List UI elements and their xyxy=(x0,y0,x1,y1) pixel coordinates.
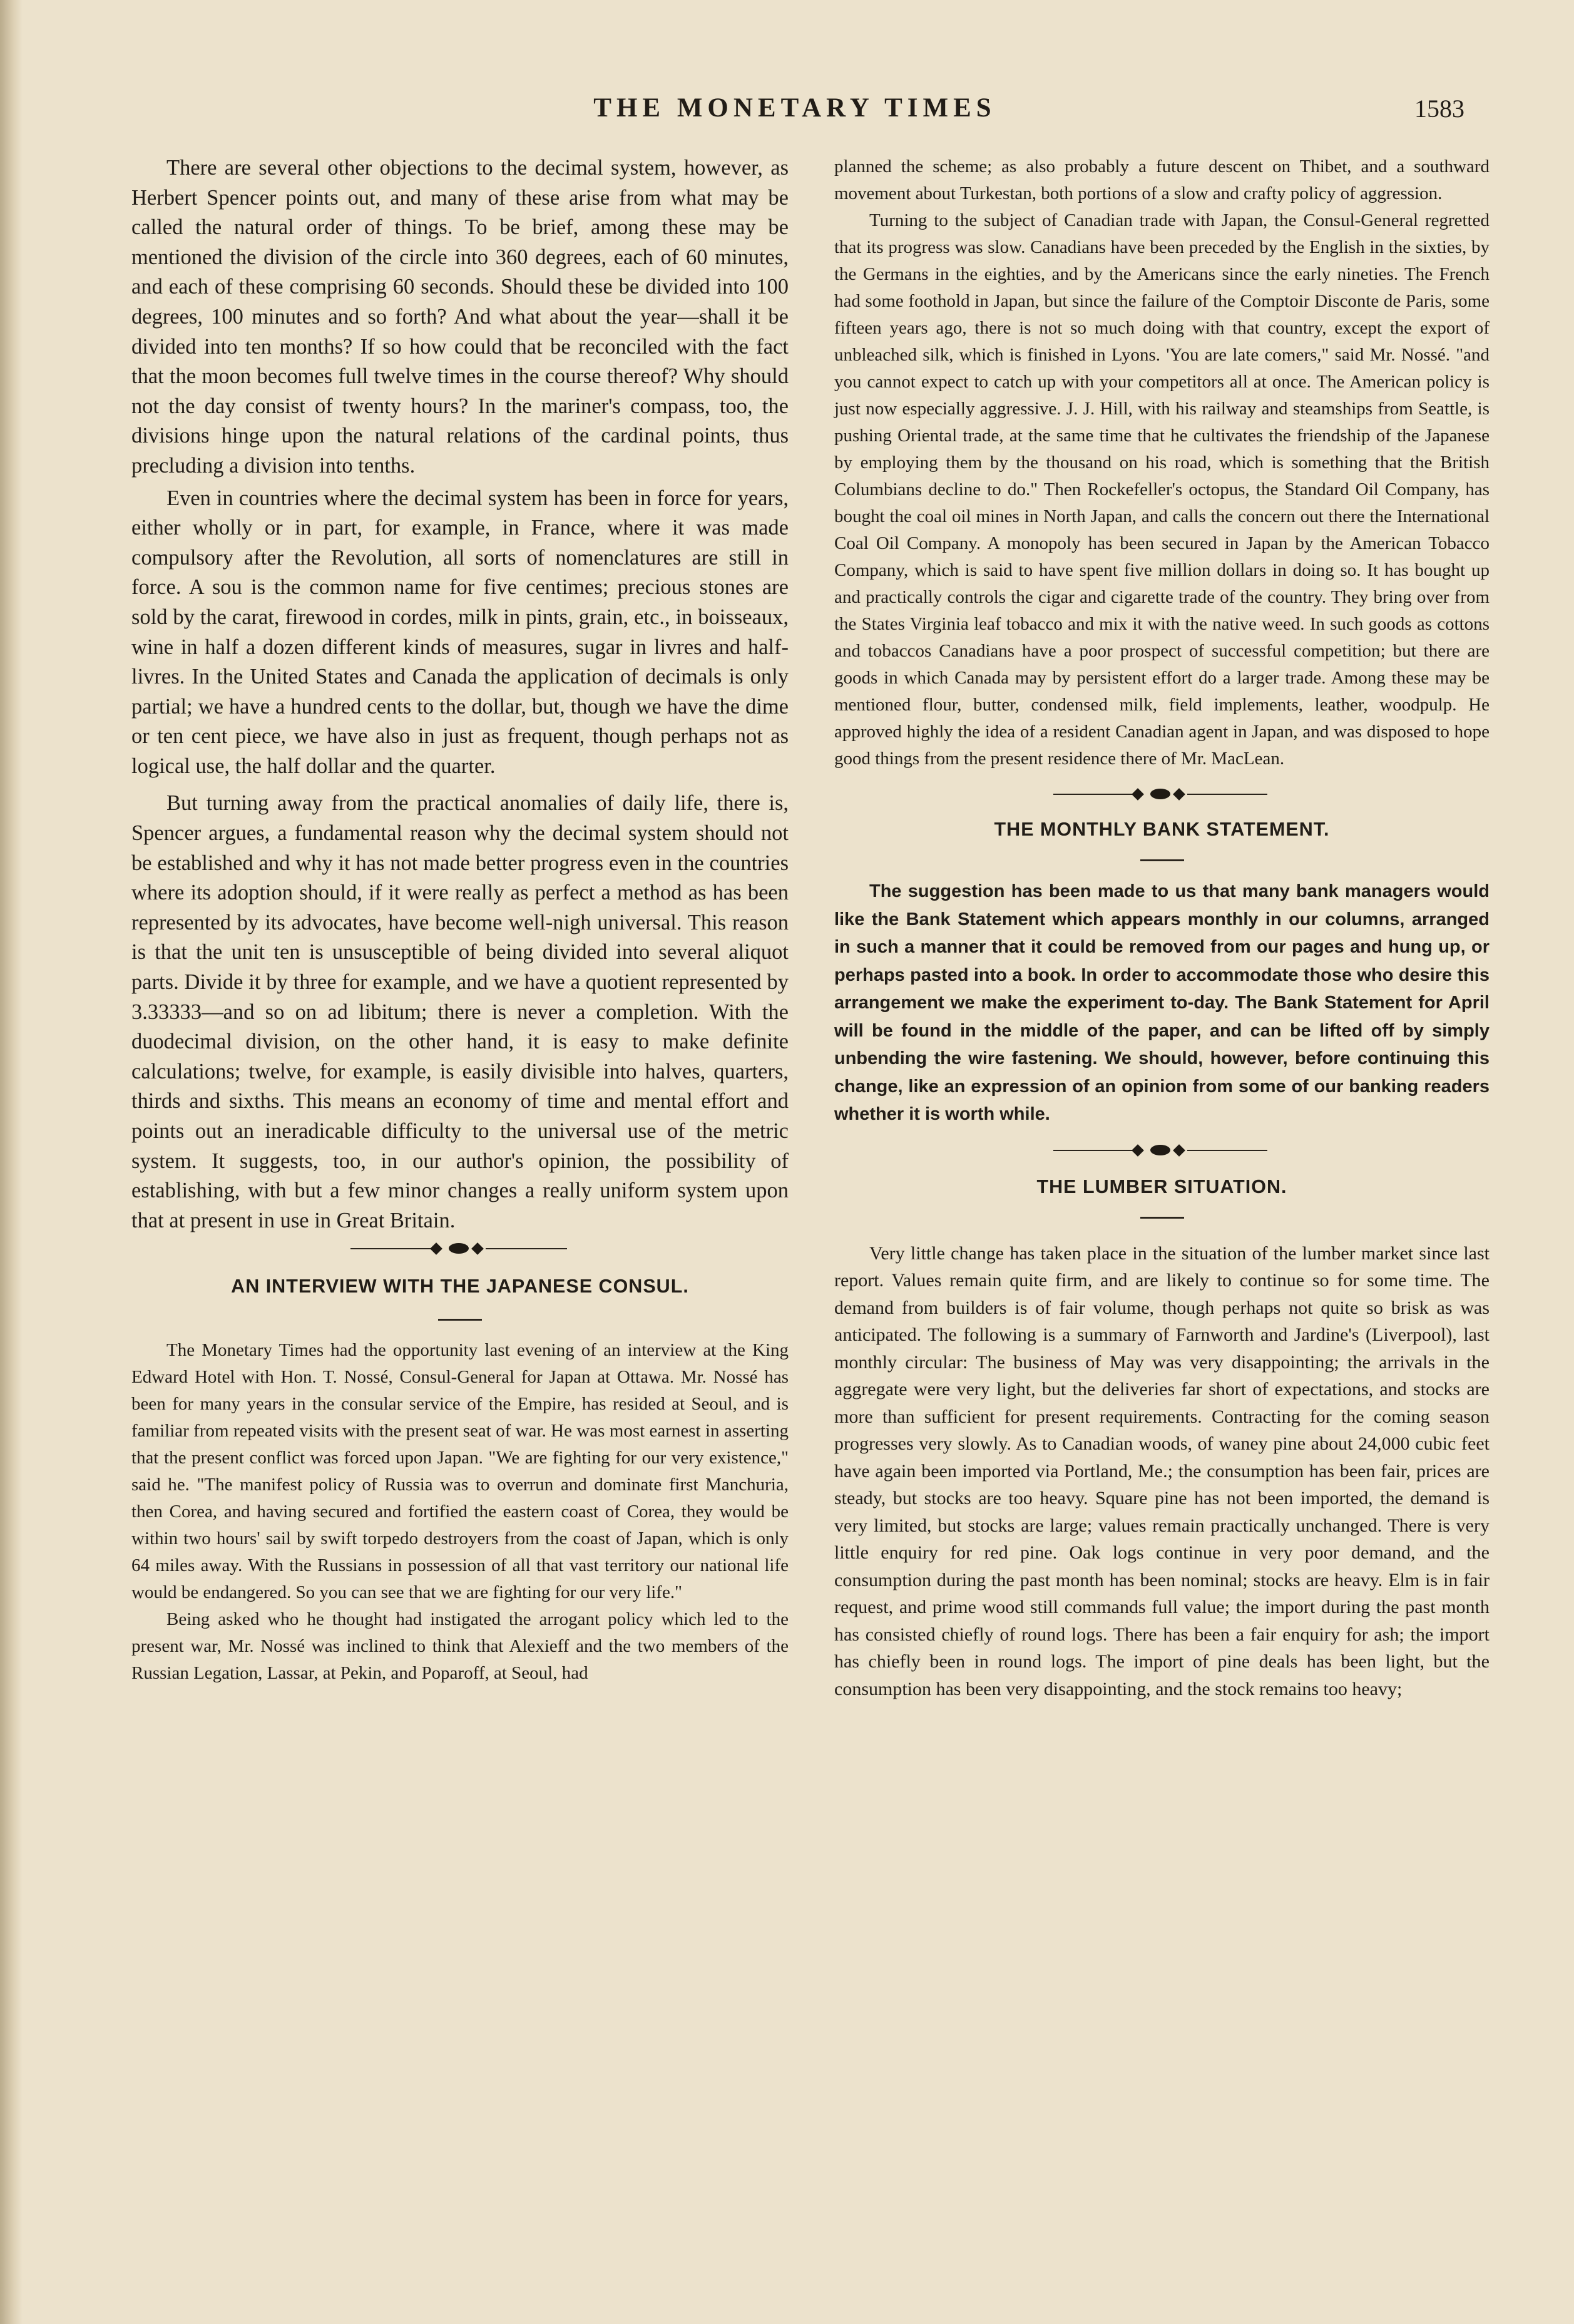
page-edge-shadow xyxy=(0,0,23,2324)
article-paragraph: planned the scheme; as also probably a future descent on Thibet, and a southward movement about Turkestan, both portions of a slow and crafty policy of aggression. xyxy=(834,156,1490,203)
page-number: 1583 xyxy=(1414,95,1464,123)
lumber-section-title: THE LUMBER SITUATION. xyxy=(1036,1175,1287,1197)
right-column xyxy=(834,153,1490,1702)
interview-continued xyxy=(834,153,1490,772)
article-paragraph: But turning away from the practical anomalies of daily life, there is, Spencer argues, a fundamental reason why the decimal system should not be established and why it has not made better progress even in the countries where its adoption should, if it were really as perfect a method as has been represented by its advocates, have become well-nigh universal. This reason is that the unit ten is unsusceptible of being divided into several aliquot parts. Divide it by three for example, and we have a quotient represented by 3.33333—and so on ad libitum; there is never a completion. With the duodecimal division, on the other hand, it is easy to make definite calculations; twelve, for example, is easily divisible into halves, quarters, thirds and sixths. This means an economy of time and mental effort and points out an ineradicable difficulty to the universal use of the metric system. It suggests, too, in our author's opinion, the possibility of establishing, with but a few minor changes a really uniform system upon that at present in use in Great Britain. xyxy=(131,791,789,1232)
interview-article xyxy=(131,1337,789,1687)
title-underline xyxy=(1140,859,1184,861)
interview-section-title: AN INTERVIEW WITH THE JAPANESE CONSUL. xyxy=(231,1276,689,1298)
article-paragraph: Turning to the subject of Canadian trade with Japan, the Consul-General regretted that its progress was slow. Canadians have been preceded by the English in the sixties, by the Germans in the eighties, and by the Americans since the early nineties. The French had some foothold in Japan, but since the failure of the Comptoir Disconte de Paris, some fifteen years ago, there is not so much doing with that country, except the export of unbleached silk, which is finished in Lyons. 'You are late comers," said Mr. Nossé. "and you cannot expect to catch up with your competitors all at once. The American policy is just now especially aggressive. J. J. Hill, with his railway and steamships from Seattle, is pushing Oriental trade, at the same time that he cultivates the friendship of the Japanese by employing them by the thousand on his road, which is something that the British Columbians decline to do." Then Rockefeller's octopus, the Standard Oil Company, has bought the coal oil mines in North Japan, and calls the concern out there the International Coal Oil Company. A monopoly has been secured in Japan by the American Tobacco Company, which is said to have spent five million dollars in doing so. It has bought up and practically controls the cigar and cigarette trade of the country. They bring over from the States Virginia leaf tobacco and mix it with the native weed. In such goods as cottons and tobaccos Canadians have a poor prospect of successful competition; but there are goods in which Canada may by persistent effort do a larger trade. Among these may be mentioned flour, butter, condensed milk, field implements, leather, woodpulp. He approved highly the idea of a resident Canadian agent in Japan, and was disposed to hope good things from the present residence there of Mr. MacLean. xyxy=(834,210,1490,769)
publication-title: THE MONETARY TIMES xyxy=(593,93,996,123)
section-divider-ornament xyxy=(834,1141,1490,1160)
article-paragraph: Very little change has taken place in the situation of the lumber market since last report. Values remain quite firm, and are likely to continue so for some time. The demand from builders is of fair volume, though perhaps not quite so brisk as was anticipated. The following is a summary of Farnworth and Jardine's (Liverpool), last monthly circular: The business of May was very disappointing; the arrivals in the aggregate were very light, but the deliveries far short of expectations, and stocks are more than sufficient for present requirements. Contracting for the coming season progresses very slowly. As to Canadian woods, of waney pine about 24,000 cubic feet have again been imported via Portland, Me.; the consumption has been fair, prices are steady, but stocks are too heavy. Square pine has not been imported, the demand is very limited, but stocks are large; values remain practically unchanged. There is very little enquiry for red pine. Oak logs continue in very poor demand, and the consumption during the past month has been nominal; stocks are heavy. Elm is in fair request, and prime wood still commands full value; the import during the past month has consisted chiefly of round logs. There has been a fair enquiry for ash; the import has chiefly been in round logs. The import of pine deals has been light, but the consumption has been very disappointing, and the stock remains too heavy; xyxy=(834,1242,1490,1699)
title-underline xyxy=(1140,1217,1184,1219)
left-column xyxy=(131,153,789,1687)
section-divider-ornament xyxy=(131,1239,789,1258)
decimal-system-article xyxy=(131,153,789,1236)
article-paragraph: The Monetary Times had the opportunity last evening of an interview at the King Edward Hotel with Hon. T. Nossé, Consul-General for Japan at Ottawa. Mr. Nossé has been for many years in the consular service of the Empire, has resided at Seoul, and is familiar from repeated visits with the present seat of war. He was most earnest in asserting that the present conflict was forced upon Japan. "We are fighting for our very existence," said he. "The manifest policy of Russia was to overrun and dominate first Manchuria, then Corea, and having secured and fortified the eastern coast of Corea, they would be within two hours' sail by swift torpedo destroyers from the coast of Japan, which is only 64 miles away. With the Russians in possession of all that vast territory our national life would be endangered. So you can see that we are fighting for our very life." xyxy=(131,1340,789,1603)
title-underline xyxy=(438,1319,482,1321)
article-paragraph: Even in countries where the decimal system has been in force for years, either wholly or in part, for example, in France, where it was made compulsory after the Revolution, all sorts of nomenclatures are still in force. A sou is the common name for five centimes; precious stones are sold by the carat, firewood in cordes, milk in pints, grain, etc., in boisseaux, wine in half a dozen different kinds of measures, sugar in livres and half-livres. In the United States and Canada the application of decimals is only partial; we have a hundred cents to the dollar, but, though we have the dime or ten cent piece, we have also in just as frequent, though perhaps not as logical use, the half dollar and the quarter. xyxy=(131,486,789,778)
bank-statement-notice: The suggestion has been made to us that many bank managers would like the Bank Statement which appears monthly in our columns, arranged in such a manner that it could be removed from our pages and hung up, or perhaps pasted into a book. In order to accommodate those who desire this arrangement we make the experiment to-day. The Bank Statement for April will be found in the middle of the paper, and can be lifted off by simply unbending the wire fastening. We should, however, before continuing this change, like an expression of an opinion from some of our banking readers whether it is worth while. xyxy=(834,881,1490,1124)
article-paragraph: There are several other objections to the decimal system, however, as Herbert Spencer points out, and many of these arise from what may be called the natural order of things. To be brief, among these may be mentioned the division of the circle into 360 degrees, each of 60 minutes, and each of these comprising 60 seconds. Should these be divided into 100 degrees, 100 minutes and so forth? And what about the year—shall it be divided into ten months? If so how could that be reconciled with the fact that the moon becomes full twelve times in the course thereof? Why should not the day consist of twenty hours? In the mariner's compass, too, the divisions hinge upon the natural relations of the cardinal points, thus precluding a division into tenths. xyxy=(131,156,789,478)
section-divider-ornament xyxy=(834,785,1490,804)
article-paragraph: Being asked who he thought had instigated the arrogant policy which led to the present war, Mr. Nossé was inclined to think that Alexieff and the two members of the Russian Legation, Lassar, at Pekin, and Poparoff, at Seoul, had xyxy=(131,1609,789,1684)
bank-statement-title: THE MONTHLY BANK STATEMENT. xyxy=(994,819,1330,840)
page-header xyxy=(0,93,1574,130)
